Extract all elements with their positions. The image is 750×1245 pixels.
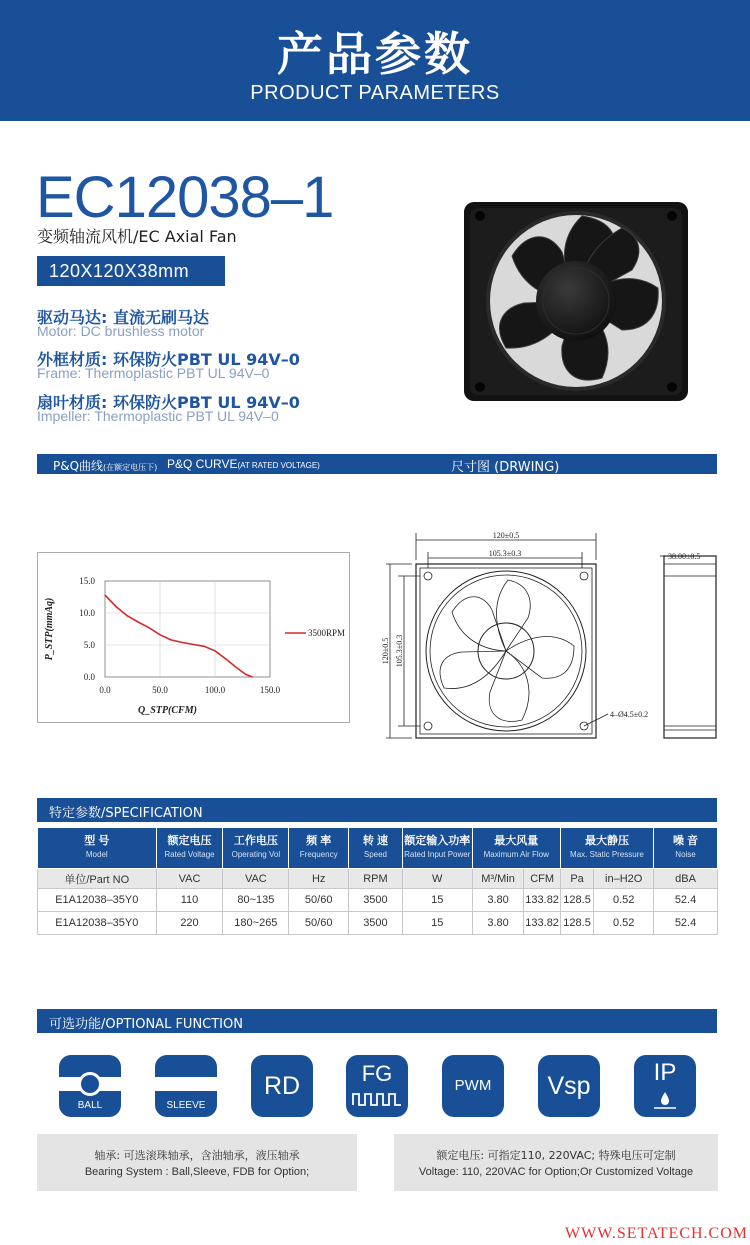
- data-point: [137, 621, 138, 622]
- col-frequency: 频 率 Frequency: [289, 828, 349, 869]
- y-axis-label: P_STP(mmAq): [44, 597, 55, 661]
- dim-height-label: 120±0.5: [381, 637, 390, 665]
- optional-section-title: 可选功能/OPTIONAL FUNCTION: [49, 1017, 243, 1032]
- unit-cell: M³/Min: [472, 869, 524, 889]
- data-point: [104, 594, 105, 595]
- table-cell: 52.4: [654, 889, 718, 912]
- unit-cell: CFM: [524, 869, 560, 889]
- col-air-flow: 最大风量 Maximum Air Flow: [472, 828, 560, 869]
- col-static-pressure: 最大静压 Max. Static Pressure: [560, 828, 653, 869]
- table-row: [38, 912, 718, 935]
- y-tick-label: 5.0: [83, 640, 95, 650]
- data-point: [115, 606, 116, 607]
- col-operating-voltage: 工作电压 Operating Vol: [223, 828, 289, 869]
- x-tick-label: 100.0: [204, 685, 226, 695]
- y-tick-label: 10.0: [79, 608, 95, 618]
- table-cell: 133.82: [524, 912, 560, 935]
- unit-cell: 单位/Part NO: [38, 869, 157, 889]
- pq-section-bar: [37, 454, 717, 474]
- frame-spec-zh: 外框材质: 环保防火PBT UL 94V–0: [37, 350, 300, 369]
- table-cell: 110: [156, 889, 223, 912]
- x-tick-label: 150.0: [259, 685, 281, 695]
- table-cell: 220: [156, 912, 223, 935]
- pq-title-zh: P&Q曲线: [53, 459, 104, 473]
- table-unit-row: [38, 869, 718, 889]
- bearing-note: [37, 1134, 357, 1191]
- voltage-note: [394, 1134, 718, 1191]
- table-cell: E1A12038–35Y0: [38, 889, 157, 912]
- y-tick-label: 0.0: [83, 672, 95, 682]
- spec-section-title: 特定参数/SPECIFICATION: [49, 806, 203, 821]
- table-cell: 128.5: [560, 912, 593, 935]
- dim-hole-span-label: 105.3±0.3: [488, 549, 522, 558]
- unit-cell: VAC: [223, 869, 289, 889]
- data-point: [170, 639, 171, 640]
- unit-cell: dBA: [654, 869, 718, 889]
- dim-depth-label: 38.00±0.5: [668, 552, 701, 561]
- table-cell: 128.5: [560, 889, 593, 912]
- table-cell: E1A12038–35Y0: [38, 912, 157, 935]
- col-noise: 噪 音 Noise: [654, 828, 718, 869]
- data-point: [148, 627, 149, 628]
- data-point: [236, 667, 237, 668]
- table-cell: 180~265: [223, 912, 289, 935]
- page-header: [0, 0, 750, 121]
- voltage-note-zh: 额定电压: 可指定110, 220VAC; 特殊电压可定制: [436, 1149, 676, 1162]
- motor-spec-zh: 驱动马达: 直流无刷马达: [37, 308, 209, 327]
- table-cell: 0.52: [594, 912, 654, 935]
- sleeve-bearing-icon: [155, 1055, 217, 1117]
- col-rated-voltage: 额定电压 Rated Voltage: [156, 828, 223, 869]
- table-cell: 3500: [349, 912, 403, 935]
- ball-bearing-icon: [59, 1055, 121, 1117]
- bearing-note-zh: 轴承: 可选滚珠轴承，含油轴承，液压轴承: [94, 1149, 300, 1162]
- ball-label: BALL: [77, 1100, 103, 1111]
- table-header-row: [38, 828, 718, 869]
- pq-title-en: P&Q CURVE: [167, 457, 238, 471]
- data-point: [159, 634, 160, 635]
- col-input-power: 额定输入功率 Rated Input Power: [402, 828, 472, 869]
- voltage-note-en: Voltage: 110, 220VAC for Option;Or Customized Voltage: [418, 1166, 694, 1178]
- table-cell: 80~135: [223, 889, 289, 912]
- plot-area: [105, 581, 270, 677]
- table-cell: 133.82: [524, 889, 560, 912]
- unit-cell: in–H2O: [594, 869, 654, 889]
- header-title-en: PRODUCT PARAMETERS: [250, 82, 500, 104]
- water-drop-icon: [652, 1091, 678, 1109]
- dim-width-label: 120±0.5: [492, 531, 520, 540]
- pwm-icon: PWM: [442, 1055, 504, 1117]
- table-cell: 15: [402, 889, 472, 912]
- product-subtitle: 变频轴流风机/EC Axial Fan: [37, 227, 237, 246]
- website-url[interactable]: WWW.SETATECH.COM: [564, 1225, 748, 1242]
- data-point: [192, 644, 193, 645]
- dim-hole-span-v-label: 105.3±0.3: [395, 634, 404, 668]
- ip-icon: [634, 1055, 696, 1117]
- fg-icon: [346, 1055, 408, 1117]
- table-cell: 15: [402, 912, 472, 935]
- sleeve-label: SLEEVE: [166, 1100, 206, 1111]
- bearing-note-en: Bearing System : Ball,Sleeve, FDB for Option;: [84, 1166, 310, 1178]
- x-tick-label: 50.0: [152, 685, 168, 695]
- y-tick-label: 15.0: [79, 576, 95, 586]
- frame-spec-en: Frame: Thermoplastic PBT UL 94V–0: [37, 365, 270, 381]
- dimension-badge: 120X120X38mm: [37, 256, 225, 286]
- unit-cell: RPM: [349, 869, 403, 889]
- model-number: EC12038–1: [36, 165, 334, 230]
- table-cell: 3.80: [472, 912, 524, 935]
- impeller-spec-en: Impeller: Thermoplastic PBT UL 94V–0: [37, 408, 279, 424]
- x-tick-label: 0.0: [99, 685, 111, 695]
- data-point: [252, 676, 253, 677]
- dim-holes-label: 4–Ø4.5±0.2: [610, 710, 649, 719]
- table-cell: 50/60: [289, 889, 349, 912]
- series-line: [105, 595, 252, 677]
- col-speed: 转 速 Speed: [349, 828, 403, 869]
- table-cell: 3.80: [472, 889, 524, 912]
- pq-title-en-note: (AT RATED VOLTAGE): [237, 461, 320, 470]
- vsp-icon: Vsp: [538, 1055, 600, 1117]
- unit-cell: W: [402, 869, 472, 889]
- spec-section-bar: [37, 798, 717, 822]
- data-point: [214, 650, 215, 651]
- drawing-title: 尺寸图 (DRWING): [451, 460, 560, 475]
- unit-cell: Pa: [560, 869, 593, 889]
- optional-section-bar: [37, 1009, 717, 1033]
- ip-label: IP: [653, 1059, 677, 1086]
- data-point: [245, 674, 246, 675]
- pq-title-zh-note: (在额定电压下): [103, 463, 158, 472]
- pq-chart: [38, 553, 349, 722]
- spec-table: [37, 827, 718, 935]
- pulse-wave-icon: [352, 1091, 402, 1107]
- table-cell: 0.52: [594, 889, 654, 912]
- pq-chart-frame: [37, 552, 350, 723]
- col-model: 型 号 Model: [38, 828, 157, 869]
- data-point: [203, 646, 204, 647]
- impeller-spec-zh: 扇叶材质: 环保防火PBT UL 94V–0: [37, 393, 300, 412]
- table-cell: 52.4: [654, 912, 718, 935]
- rd-icon: RD: [251, 1055, 313, 1117]
- table-cell: 50/60: [289, 912, 349, 935]
- legend-label: 3500RPM: [308, 628, 346, 638]
- unit-cell: Hz: [289, 869, 349, 889]
- data-point: [181, 642, 182, 643]
- motor-spec-en: Motor: DC brushless motor: [37, 323, 205, 339]
- x-axis-label: Q_STP(CFM): [138, 705, 197, 716]
- dimension-drawing: [382, 528, 722, 743]
- fg-label: FG: [361, 1061, 393, 1086]
- table-cell: 3500: [349, 889, 403, 912]
- table-row: [38, 889, 718, 912]
- header-title-zh: 产品参数: [277, 27, 473, 81]
- data-point: [225, 658, 226, 659]
- unit-cell: VAC: [156, 869, 223, 889]
- fan-product-image: [462, 200, 690, 403]
- data-point: [126, 615, 127, 616]
